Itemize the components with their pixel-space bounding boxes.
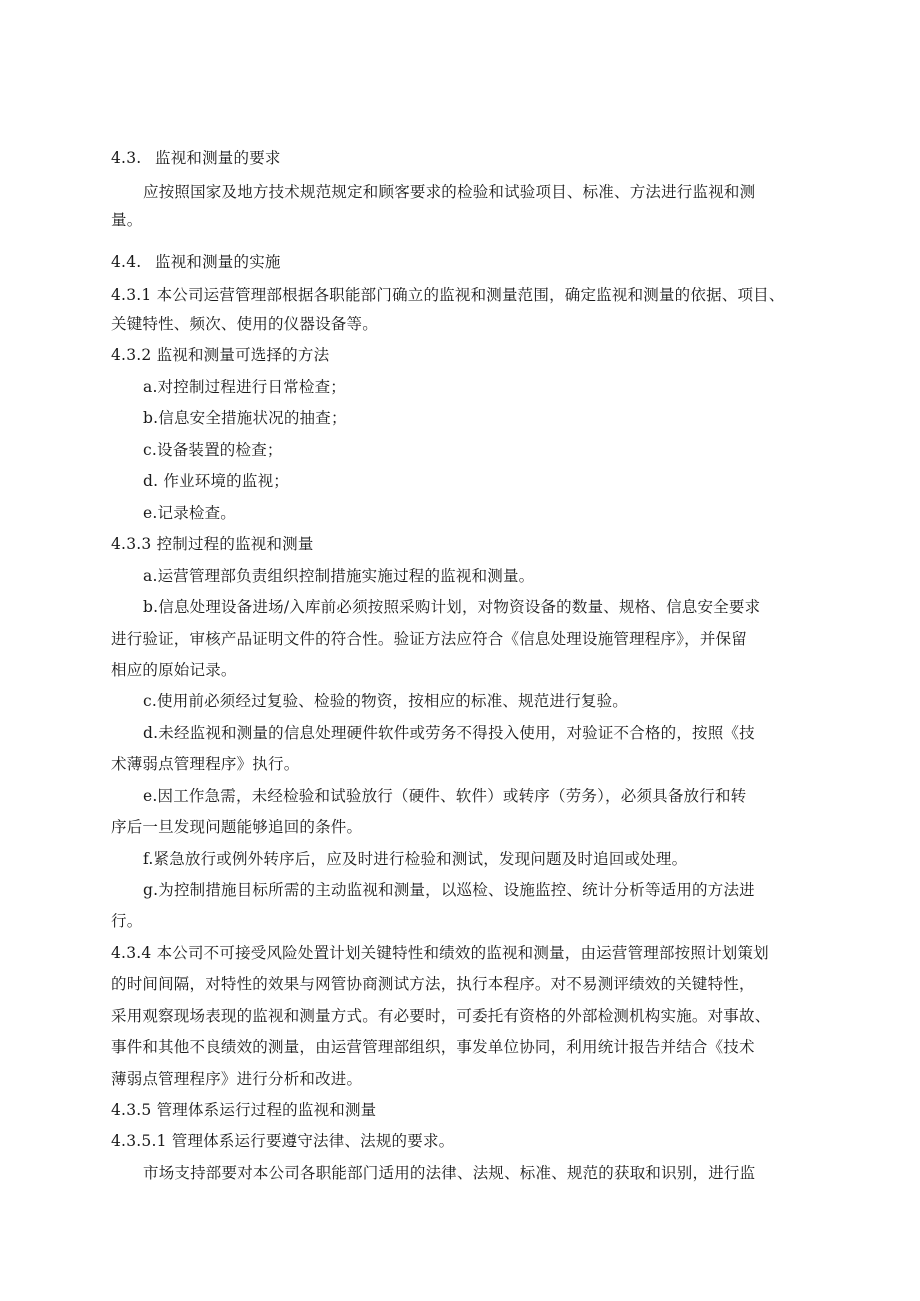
paragraph-line: 事件和其他不良绩效的测量，由运营管理部组织，事发单位协同，利用统计报告并结合《技术: [111, 1038, 755, 1056]
paragraph-line: 术薄弱点管理程序》执行。: [111, 755, 300, 773]
clause-4-3-3: 4.3.3 控制过程的监视和测量: [111, 535, 314, 553]
list-item: d. 作业环境的监视；: [143, 472, 289, 490]
clause-4-3-1: 4.3.1 本公司运营管理部根据各职能部门确立的监视和测量范围，确定监视和测量的依据、项目、: [111, 286, 785, 304]
list-item: b.信息安全措施状况的抽查；: [143, 409, 347, 427]
clause-4-3-2: 4.3.2 监视和测量可选择的方法: [111, 346, 330, 364]
paragraph-line: 市场支持部要对本公司各职能部门适用的法律、法规、标准、规范的获取和识别，进行监: [143, 1164, 756, 1182]
paragraph-line: 行。: [111, 912, 143, 930]
list-item: c.设备装置的检查；: [143, 441, 283, 459]
section-title: 监视和测量的要求: [155, 149, 281, 167]
list-item: a.运营管理部负责组织控制措施实施过程的监视和测量。: [143, 567, 535, 585]
paragraph-line: 量。: [111, 211, 143, 229]
section-heading-4-4: [111, 252, 281, 272]
list-item: d.未经监视和测量的信息处理硬件软件或劳务不得投入使用，对验证不合格的，按照《技: [143, 724, 755, 742]
paragraph-line: 薄弱点管理程序》进行分析和改进。: [111, 1070, 363, 1088]
list-item: a.对控制过程进行日常检查；: [143, 378, 346, 396]
section-number: 4.4.: [111, 253, 142, 271]
list-item: b.信息处理设备进场/入库前必须按照采购计划，对物资设备的数量、规格、信息安全要求: [143, 598, 761, 616]
paragraph-line: 相应的原始记录。: [111, 661, 237, 679]
section-heading-4-3: [111, 148, 281, 168]
clause-4-3-5: 4.3.5 管理体系运行过程的监视和测量: [111, 1101, 377, 1119]
list-item: e.因工作急需，未经检验和试验放行（硬件、软件）或转序（劳务），必须具备放行和转: [143, 787, 747, 805]
section-number: 4.3.: [111, 149, 142, 167]
list-item: e.记录检查。: [143, 504, 237, 522]
list-item: f.紧急放行或例外转序后，应及时进行检验和测试，发现问题及时追回或处理。: [143, 850, 688, 868]
paragraph-line: 的时间间隔，对特性的效果与网管协商测试方法，执行本程序。对不易测评绩效的关键特性，: [111, 975, 755, 993]
clause-4-3-4: 4.3.4 本公司不可接受风险处置计划关键特性和绩效的监视和测量，由运营管理部按照计划策划: [111, 944, 769, 962]
list-item: g.为控制措施目标所需的主动监视和测量，以巡检、设施监控、统计分析等适用的方法进: [143, 881, 755, 899]
list-item: c.使用前必须经过复验、检验的物资，按相应的标准、规范进行复验。: [143, 692, 629, 710]
paragraph-line: 序后一旦发现问题能够追回的条件。: [111, 818, 363, 836]
paragraph-line: 关键特性、频次、使用的仪器设备等。: [111, 315, 378, 333]
section-title: 监视和测量的实施: [155, 253, 281, 271]
clause-4-3-5-1: 4.3.5.1 管理体系运行要遵守法律、法规的要求。: [111, 1132, 455, 1150]
paragraph-line: 应按照国家及地方技术规范规定和顾客要求的检验和试验项目、标准、方法进行监视和测: [143, 183, 756, 201]
paragraph-line: 采用观察现场表现的监视和测量方式。有必要时，可委托有资格的外部检测机构实施。对事故、: [111, 1007, 771, 1025]
paragraph-line: 进行验证，审核产品证明文件的符合性。验证方法应符合《信息处理设施管理程序》，并保留: [111, 630, 747, 648]
